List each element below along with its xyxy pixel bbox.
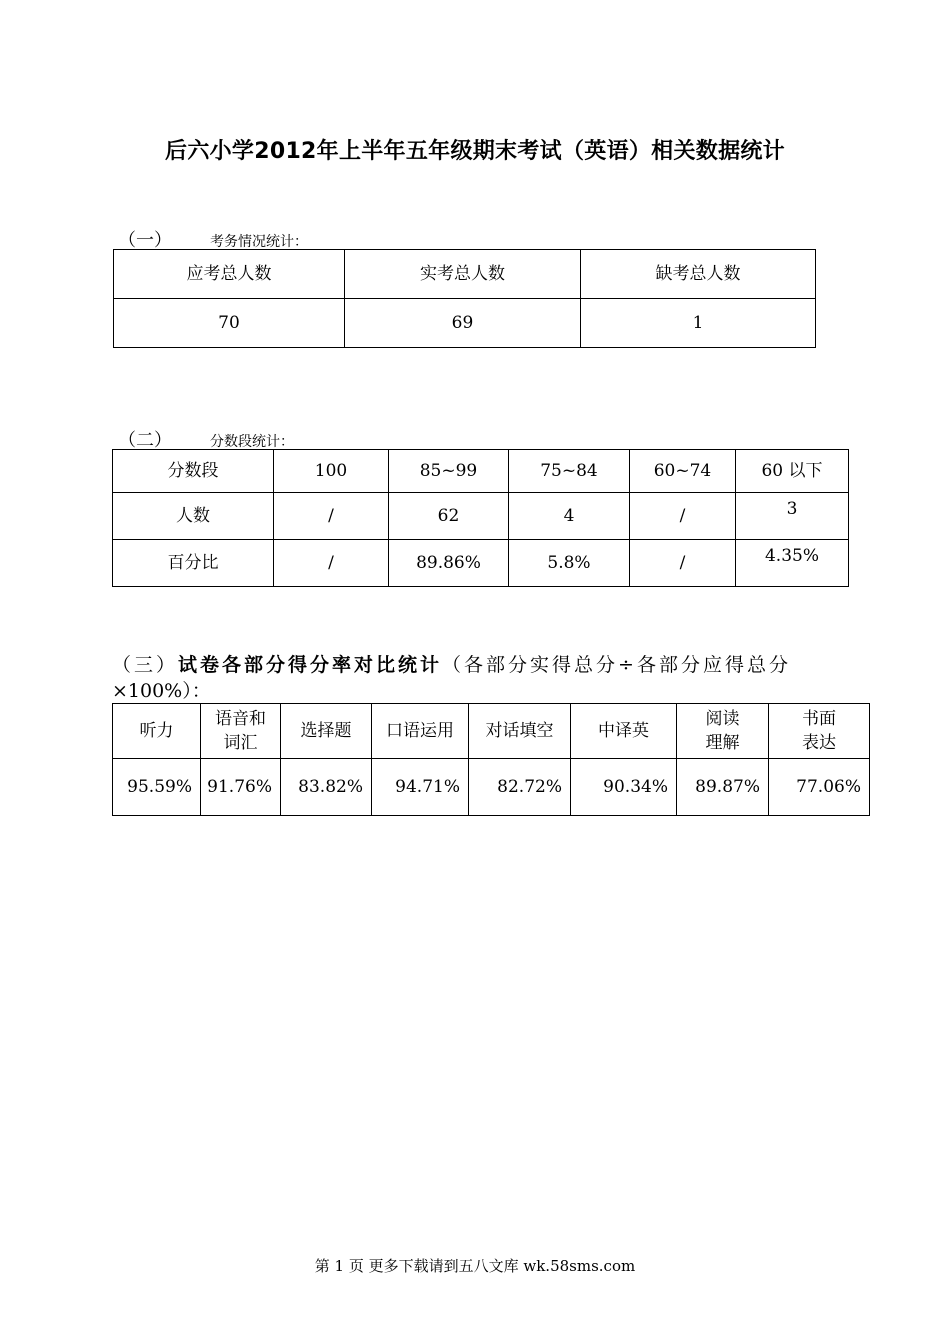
header-cell: 阅读 理解 xyxy=(677,704,769,759)
header-cell: 实考总人数 xyxy=(345,250,581,299)
page-footer: 第 1 页 更多下载请到五八文库 wk.58sms.com xyxy=(314,1257,636,1275)
header-cell: 应考总人数 xyxy=(114,250,345,299)
header-cell: 缺考总人数 xyxy=(581,250,816,299)
table-row xyxy=(113,540,849,587)
header-cell: 语音和 词汇 xyxy=(201,704,281,759)
table-row xyxy=(113,759,870,816)
section3-note: （各部分实得总分÷各部分应得总分 xyxy=(442,654,791,676)
header-cell: 书面 表达 xyxy=(769,704,870,759)
section2-number: （二） xyxy=(118,430,172,451)
exam-attendance-table xyxy=(113,249,816,348)
section-score-rate-table xyxy=(112,703,870,816)
header-cell: 分数段 xyxy=(113,450,274,493)
header-cell: 85~99 xyxy=(389,450,509,493)
header-cell: 100 xyxy=(274,450,389,493)
value-cell: 82.72% xyxy=(469,759,571,816)
section3-note-line2: ×100%）： xyxy=(112,680,211,702)
value-cell: 3 xyxy=(736,493,849,540)
table-row xyxy=(113,704,870,759)
section3-label: 试卷各部分得分率对比统计 xyxy=(178,654,443,676)
value-cell: 89.86% xyxy=(389,540,509,587)
row-label-cell: 百分比 xyxy=(113,540,274,587)
value-cell: 91.76% xyxy=(201,759,281,816)
header-cell: 口语运用 xyxy=(372,704,469,759)
value-cell: 89.87% xyxy=(677,759,769,816)
value-cell: 4.35% xyxy=(736,540,849,587)
table-row xyxy=(113,493,849,540)
section3-number: （三） xyxy=(112,654,179,676)
value-cell: 77.06% xyxy=(769,759,870,816)
table-row xyxy=(114,250,816,299)
section1-number: （一） xyxy=(118,230,172,251)
row-label-cell: 人数 xyxy=(113,493,274,540)
header-cell: 60~74 xyxy=(630,450,736,493)
table-row xyxy=(114,299,816,348)
value-cell: / xyxy=(630,540,736,587)
document-title: 后六小学2012年上半年五年级期末考试（英语）相关数据统计 xyxy=(165,139,785,164)
header-cell: 中译英 xyxy=(571,704,677,759)
value-cell: / xyxy=(274,540,389,587)
value-cell: 83.82% xyxy=(281,759,372,816)
value-cell: 95.59% xyxy=(113,759,201,816)
section2-label: 分数段统计： xyxy=(210,434,294,450)
value-cell: 4 xyxy=(509,493,630,540)
value-cell: 90.34% xyxy=(571,759,677,816)
value-cell: / xyxy=(274,493,389,540)
value-cell: 94.71% xyxy=(372,759,469,816)
header-cell: 75~84 xyxy=(509,450,630,493)
value-cell: / xyxy=(630,493,736,540)
score-range-table xyxy=(112,449,849,587)
section3-heading xyxy=(112,652,872,704)
header-cell: 60 以下 xyxy=(736,450,849,493)
header-cell: 对话填空 xyxy=(469,704,571,759)
section1-label: 考务情况统计： xyxy=(210,234,308,250)
value-cell: 70 xyxy=(114,299,345,348)
header-cell: 选择题 xyxy=(281,704,372,759)
value-cell: 5.8% xyxy=(509,540,630,587)
value-cell: 69 xyxy=(345,299,581,348)
value-cell: 62 xyxy=(389,493,509,540)
header-cell: 听力 xyxy=(113,704,201,759)
value-cell: 1 xyxy=(581,299,816,348)
table-row xyxy=(113,450,849,493)
